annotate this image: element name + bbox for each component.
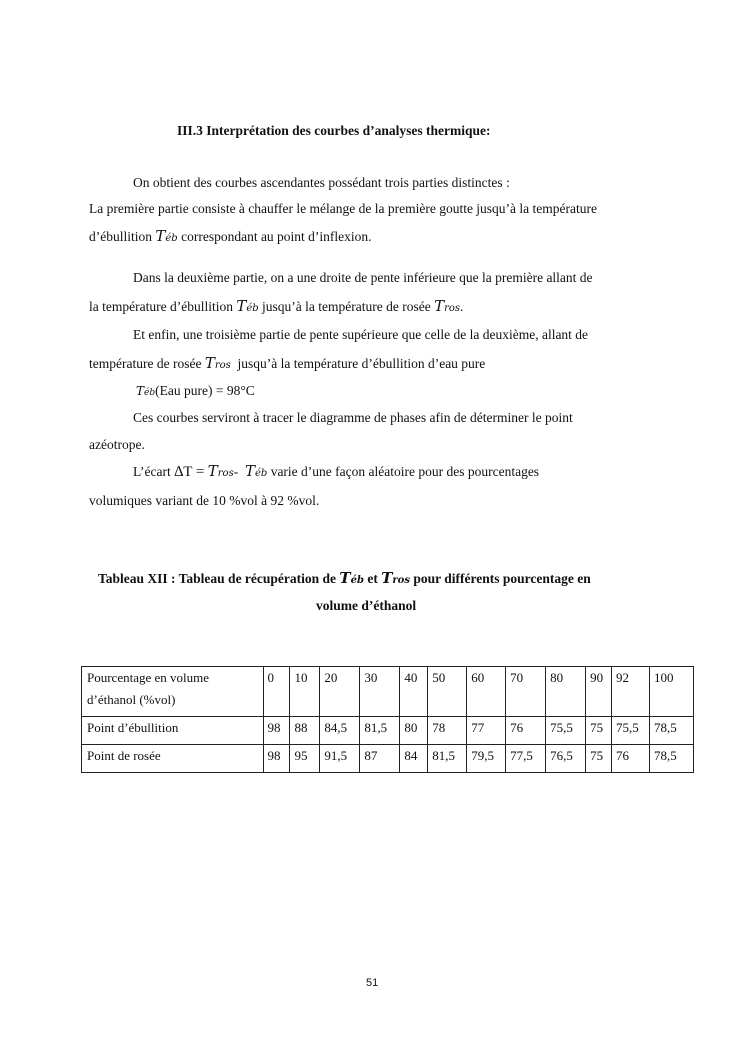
section-heading: III.3 Interprétation des courbes d’analyses thermique:: [177, 123, 491, 138]
table-cell: 98: [263, 745, 290, 773]
table-cell: 100: [650, 667, 694, 717]
symbol-letter: T: [136, 384, 145, 398]
paragraph-curves-line2: azéotrope.: [89, 437, 145, 452]
table-cell: 78: [428, 717, 467, 745]
symbol-letter: T: [155, 227, 166, 245]
table-cell: 76: [506, 717, 546, 745]
symbol-subscript: ros: [392, 575, 410, 586]
symbol-letter: T: [236, 297, 247, 315]
table-cell: 81,5: [360, 717, 400, 745]
table-cell: 80: [546, 667, 586, 717]
data-table: [81, 666, 694, 773]
delta-label: ∆T =: [174, 464, 205, 480]
label-line: Pourcentage en volume: [87, 670, 210, 685]
symbol-t-ros: [381, 569, 410, 587]
paragraph-part1-line1: La première partie consiste à chauffer le mélange de la première goutte jusqu’à la température: [89, 201, 598, 216]
symbol-letter: T: [381, 569, 393, 587]
symbol-subscript: éb: [246, 303, 259, 314]
symbol-subscript: éb: [165, 233, 178, 244]
symbol-letter: T: [339, 569, 351, 587]
symbol-t-eb: [155, 227, 177, 245]
symbol-t-ros: [205, 354, 231, 372]
symbol-t-eb: [339, 569, 364, 587]
text-fragment: jusqu’à la température d’ébullition d’eau pure: [237, 356, 486, 371]
table-cell: 92: [612, 667, 650, 717]
table-caption-line2: volume d’éthanol: [316, 598, 417, 613]
table-cell: 70: [506, 667, 546, 717]
paragraph-part1-line2: [89, 227, 372, 245]
period: .: [460, 299, 464, 314]
table-cell: 80: [400, 717, 428, 745]
symbol-subscript: éb: [254, 468, 268, 479]
table-cell: 81,5: [428, 745, 467, 773]
text-fragment: la température d’ébullition: [89, 299, 233, 314]
row-label-dew: Point de rosée: [82, 745, 264, 773]
table-cell: 78,5: [650, 717, 694, 745]
table-row: [82, 667, 694, 717]
table-cell: 84: [400, 745, 428, 773]
label-line: d’éthanol (%vol): [87, 692, 176, 707]
equation-line: [136, 383, 255, 399]
paragraph-part3-line2: [89, 354, 485, 372]
table-cell: 75,5: [612, 717, 650, 745]
caption-text: et: [367, 571, 378, 586]
text-fragment: jusqu’à la température de rosée: [262, 299, 431, 314]
symbol-letter: T: [207, 462, 218, 480]
table-cell: 60: [467, 667, 506, 717]
symbol-subscript: ros: [214, 360, 231, 371]
table-cell: 75: [586, 745, 612, 773]
paragraph-part2-line1: Dans la deuxième partie, on a une droite de pente inférieure que la première allant de: [133, 270, 593, 285]
caption-text: pour différents pourcentage en: [413, 571, 591, 586]
paragraph-curves-line1: Ces courbes serviront à tracer le diagramme de phases afin de déterminer le point: [133, 410, 573, 425]
table-cell: 50: [428, 667, 467, 717]
paragraph-part3-line1: Et enfin, une troisième partie de pente supérieure que celle de la deuxième, allant de: [133, 327, 589, 342]
table-cell: 95: [290, 745, 320, 773]
table-cell: 90: [586, 667, 612, 717]
page-number: 51: [366, 977, 379, 989]
table-cell: 20: [320, 667, 360, 717]
minus-sign: -: [233, 464, 239, 479]
symbol-letter: T: [434, 297, 445, 315]
paragraph-intro: On obtient des courbes ascendantes possédant trois parties distinctes :: [133, 175, 510, 190]
symbol-subscript: ros: [217, 468, 234, 479]
text-fragment: d’ébullition: [89, 229, 152, 244]
text-fragment: correspondant au point d’inflexion.: [181, 229, 372, 244]
table-cell: 77: [467, 717, 506, 745]
table-cell: 98: [263, 717, 290, 745]
symbol-letter: T: [204, 354, 215, 372]
table-cell: 75: [586, 717, 612, 745]
text-fragment: température de rosée: [89, 356, 202, 371]
table-cell: 91,5: [320, 745, 360, 773]
table-cell: 76,5: [546, 745, 586, 773]
table-cell: 84,5: [320, 717, 360, 745]
symbol-subscript: éb: [144, 388, 156, 398]
row-label-percent: [82, 667, 264, 717]
caption-text: Tableau XII : Tableau de récupération de: [98, 571, 337, 586]
paragraph-delta-line1: [133, 462, 539, 481]
table-cell: 0: [263, 667, 290, 717]
symbol-t-ros: [434, 297, 460, 315]
symbol-t-eb: [245, 462, 267, 480]
table-cell: 87: [360, 745, 400, 773]
table-cell: 79,5: [467, 745, 506, 773]
equation-text: (Eau pure) = 98°C: [155, 383, 255, 398]
paragraph-delta-line2: volumiques variant de 10 %vol à 92 %vol.: [89, 493, 320, 508]
table-cell: 40: [400, 667, 428, 717]
table-cell: 30: [360, 667, 400, 717]
table-caption-line1: [98, 569, 591, 587]
symbol-t-eb: [236, 297, 258, 315]
text-fragment: L’écart: [133, 464, 171, 479]
symbol-subscript: éb: [350, 575, 364, 586]
table-cell: 10: [290, 667, 320, 717]
table-cell: 78,5: [650, 745, 694, 773]
table-row: [82, 717, 694, 745]
text-fragment: varie d’une façon aléatoire pour des pourcentages: [270, 464, 540, 479]
row-label-boiling: Point d’ébullition: [82, 717, 264, 745]
table-row: [82, 745, 694, 773]
symbol-letter: T: [244, 462, 255, 480]
table-cell: 88: [290, 717, 320, 745]
symbol-t-ros: [208, 462, 234, 480]
table-cell: 75,5: [546, 717, 586, 745]
symbol-subscript: ros: [444, 303, 461, 314]
paragraph-part2-line2: [89, 297, 463, 315]
table-cell: 77,5: [506, 745, 546, 773]
symbol-t-eb: [136, 384, 155, 398]
table-cell: 76: [612, 745, 650, 773]
